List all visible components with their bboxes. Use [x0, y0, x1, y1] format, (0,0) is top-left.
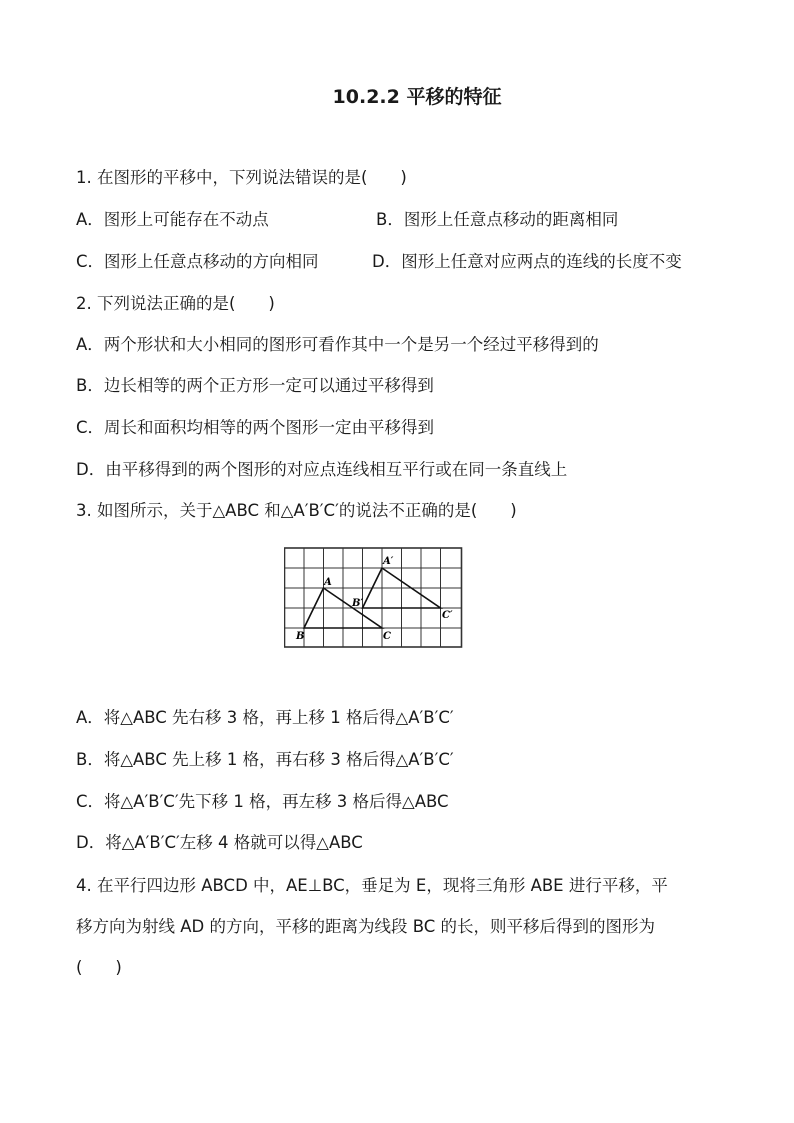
q3-option-b: B．将△ABC 先上移 1 格，再右移 3 格后得△A′B′C′	[76, 750, 454, 769]
label-a: A	[324, 577, 332, 588]
q4-line-1: 4. 在平行四边形 ABCD 中，AE⊥BC，垂足为 E，现将三角形 ABE 进行平移，平	[76, 876, 668, 895]
q1-option-c: C．图形上任意点移动的方向相同	[76, 252, 319, 271]
q1-option-d: D．图形上任意对应两点的连线的长度不变	[372, 252, 682, 271]
label-c: C	[383, 631, 391, 642]
label-a-prime: A′	[383, 556, 394, 567]
q3-option-c: C．将△A′B′C′先下移 1 格，再左移 3 格后得△ABC	[76, 792, 449, 811]
label-b: B	[296, 631, 305, 642]
q1-option-a: A．图形上可能存在不动点	[76, 210, 269, 229]
q2-option-c: C．周长和面积均相等的两个图形一定由平移得到	[76, 418, 435, 437]
q1-option-b: B．图形上任意点移动的距离相同	[376, 210, 619, 229]
grid-triangle-figure	[284, 547, 464, 649]
page-title: 10.2.2 平移的特征	[332, 86, 502, 108]
q3-option-a: A．将△ABC 先右移 3 格，再上移 1 格后得△A′B′C′	[76, 708, 454, 727]
q4-line-2: 移方向为射线 AD 的方向，平移的距离为线段 BC 的长，则平移后得到的图形为	[76, 917, 656, 936]
q3-option-d: D．将△A′B′C′左移 4 格就可以得△ABC	[76, 833, 363, 852]
grid-lines	[285, 548, 462, 647]
q4-line-3: ( )	[76, 958, 122, 977]
q2-option-d: D．由平移得到的两个图形的对应点连线相互平行或在同一条直线上	[76, 460, 568, 479]
q2-option-b: B．边长相等的两个正方形一定可以通过平移得到	[76, 376, 434, 395]
q3-stem: 3. 如图所示，关于△ABC 和△A′B′C′的说法不正确的是( )	[76, 501, 517, 520]
label-b-prime: B′	[352, 598, 364, 609]
q1-stem: 1. 在图形的平移中，下列说法错误的是( )	[76, 168, 407, 187]
q2-option-a: A．两个形状和大小相同的图形可看作其中一个是另一个经过平移得到的	[76, 335, 599, 354]
label-c-prime: C′	[442, 610, 453, 621]
q2-stem: 2. 下列说法正确的是( )	[76, 294, 275, 313]
